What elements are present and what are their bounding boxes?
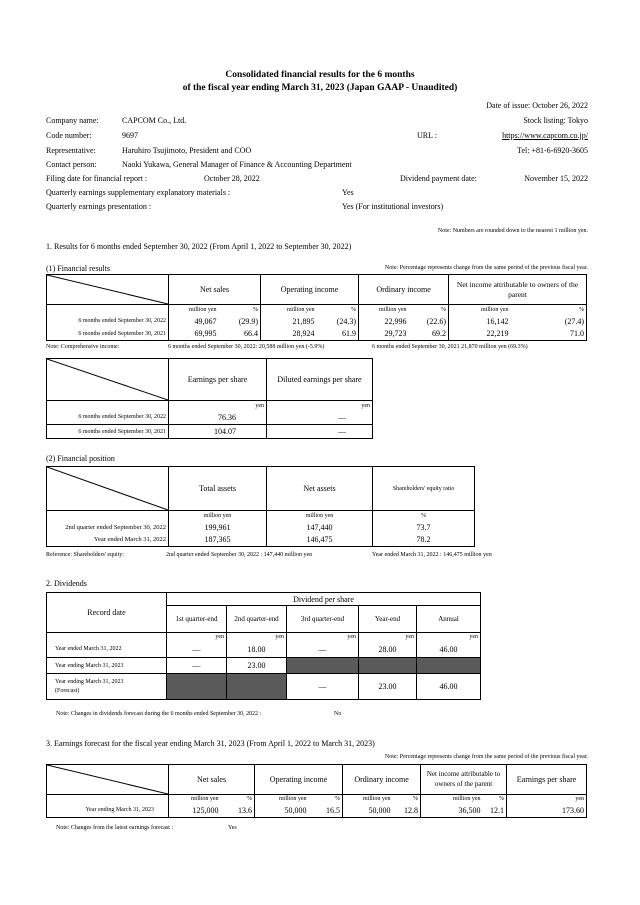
- rounding-note: Note: Numbers are rounded down to the nearest 1 million yen.: [437, 228, 588, 234]
- cell-value: 49,067: [169, 315, 219, 328]
- dividend-per-share-header: Dividend per share: [167, 593, 481, 606]
- cell-value: 125,000: [169, 804, 221, 818]
- contact-value: Naoki Yukawa, General Manager of Finance & Accounting Department: [122, 160, 352, 169]
- cell-value: 69.2: [409, 328, 449, 341]
- forecast-table: [46, 764, 587, 818]
- unit-yen: yen: [227, 633, 287, 642]
- cell-value: 46.00: [417, 642, 481, 658]
- unit-million: million yen: [261, 305, 317, 315]
- representative-label: Representative:: [46, 146, 96, 155]
- cell-value: 22,996: [359, 315, 409, 328]
- cell-value: 69,995: [169, 328, 219, 341]
- col-diluted-eps: Diluted earnings per share: [267, 359, 373, 401]
- diagonal-header-cell: [47, 275, 169, 305]
- unit-pct: %: [393, 795, 421, 804]
- representative-value: Haruhiro Tsujimoto, President and COO: [122, 146, 252, 155]
- cell-value: 73.7: [373, 521, 475, 534]
- cell-value: 71.0: [511, 328, 587, 341]
- unit-million: million yen: [169, 511, 267, 521]
- financial-results-heading: (1) Financial results: [46, 264, 110, 273]
- row-label: 6 months ended September 30, 2022: [47, 411, 169, 425]
- presentation-value: Yes (For institutional investors): [342, 202, 444, 211]
- shaded-cell: [227, 674, 287, 700]
- unit-pct: %: [373, 511, 475, 521]
- supplementary-label: Quarterly earnings supplementary explanatory materials :: [46, 188, 231, 197]
- stock-listing: Stock listing: Tokyo: [523, 116, 588, 125]
- unit-million: million yen: [169, 305, 219, 315]
- table-row: [47, 804, 587, 818]
- dividends-table: [46, 592, 481, 700]
- unit-yen: yen: [417, 633, 481, 642]
- financial-position-table: [46, 466, 475, 547]
- unit-million: million yen: [169, 795, 221, 804]
- col-operating-income: Operating income: [261, 275, 359, 305]
- cell-value: (22.6): [409, 315, 449, 328]
- col-net-sales: Net sales: [169, 275, 261, 305]
- unit-yen: yen: [267, 401, 373, 411]
- equity-reference-label: Reference: Shareholders' equity:: [46, 552, 125, 558]
- shaded-cell: [287, 658, 359, 674]
- col-eps: Earnings per share: [507, 765, 587, 795]
- contact-label: Contact person:: [46, 160, 97, 169]
- cell-value: 104.07: [169, 425, 267, 439]
- col-eps: Earnings per share: [169, 359, 267, 401]
- row-label: 6 months ended September 30, 2022: [47, 315, 169, 328]
- diagonal-header-cell: [47, 765, 169, 795]
- cell-value: 36,500: [421, 804, 483, 818]
- diagonal-header-cell: [47, 467, 169, 511]
- col-q2: 2nd quarter-end: [227, 606, 287, 633]
- unit-million: million yen: [421, 795, 483, 804]
- dividend-date-label: Dividend payment date:: [400, 174, 477, 183]
- comprehensive-2022: 6 months ended September 30, 2022: 20,588 million yen (-5.9%): [168, 344, 325, 350]
- row-label-line2: (Forecast): [55, 687, 80, 694]
- table-row: [47, 658, 481, 674]
- comprehensive-2021: 6 months ended September 30, 2021 21,870 million yen (69.3%): [372, 344, 528, 350]
- unit-yen: yen: [169, 401, 267, 411]
- dividend-date-value: November 15, 2022: [524, 174, 588, 183]
- cell-value: —: [167, 642, 227, 658]
- row-label-line1: Year ending March 31, 2023: [55, 679, 124, 686]
- unit-million: million yen: [267, 511, 373, 521]
- cell-value: 12.1: [483, 804, 507, 818]
- cell-value: 28,924: [261, 328, 317, 341]
- eps-table: [46, 358, 373, 439]
- unit-yen: yen: [359, 633, 417, 642]
- forecast-heading: 3. Earnings forecast for the fiscal year ending March 31, 2023 (From April 1, 2022 to March 31, 2023): [46, 739, 375, 748]
- col-total-assets: Total assets: [169, 467, 267, 511]
- date-of-issue: Date of issue: October 26, 2022: [486, 101, 588, 110]
- unit-pct: %: [483, 795, 507, 804]
- row-label: [47, 674, 167, 700]
- presentation-label: Quarterly earnings presentation :: [46, 202, 152, 211]
- table-row: [47, 425, 373, 439]
- col-annual: Annual: [417, 606, 481, 633]
- code-value: 9697: [122, 131, 138, 140]
- unit-pct: %: [221, 795, 255, 804]
- unit-million: million yen: [359, 305, 409, 315]
- col-net-assets: Net assets: [267, 467, 373, 511]
- percentage-note-3: Note: Percentage represents change from the same period of the previous fiscal year.: [384, 754, 588, 760]
- unit-pct: %: [317, 305, 359, 315]
- company-label: Company name:: [46, 116, 99, 125]
- col-q1: 1st quarter-end: [167, 606, 227, 633]
- col-net-income: Net income attributable to owners of the parent: [449, 275, 587, 305]
- unit-pct: %: [219, 305, 261, 315]
- record-date-header: Record date: [47, 593, 167, 633]
- row-label: 6 months ended September 30, 2021: [47, 425, 169, 439]
- cell-value: 29,723: [359, 328, 409, 341]
- cell-value: (27.4): [511, 315, 587, 328]
- col-ordinary-income: Ordinary income: [343, 765, 421, 795]
- cell-value: 23.00: [359, 674, 417, 700]
- unit-pct: %: [409, 305, 449, 315]
- cell-value: 76.36: [169, 411, 267, 425]
- cell-value: 16,142: [449, 315, 511, 328]
- cell-value: 50,000: [255, 804, 309, 818]
- table-row: [47, 534, 475, 547]
- row-label: Year ended March 31, 2022: [47, 642, 167, 658]
- cell-value: —: [167, 658, 227, 674]
- cell-value: —: [287, 642, 359, 658]
- row-label: Year ended March 31, 2022: [47, 534, 169, 547]
- cell-value: —: [267, 411, 373, 425]
- shaded-cell: [167, 674, 227, 700]
- cell-value: 16.5: [309, 804, 343, 818]
- cell-value: 50,000: [343, 804, 393, 818]
- cell-value: 78.2: [373, 534, 475, 547]
- unit-yen: yen: [167, 633, 227, 642]
- col-ordinary-income: Ordinary income: [359, 275, 449, 305]
- row-label: Year ending March 31, 2023: [47, 658, 167, 674]
- filing-date-value: October 28, 2022: [204, 174, 260, 183]
- table-row: [47, 328, 587, 341]
- shaded-cell: [417, 658, 481, 674]
- cell-value: —: [287, 674, 359, 700]
- doc-title-line2: of the fiscal year ending March 31, 2023 (Japan GAAP - Unaudited): [182, 83, 458, 93]
- col-net-income: Net income attributable to owners of the parent: [421, 765, 507, 795]
- unit-pct: %: [309, 795, 343, 804]
- cell-value: 12.8: [393, 804, 421, 818]
- company-value: CAPCOM Co., Ltd.: [122, 116, 187, 125]
- section1-title: 1. Results for 6 months ended September 30, 2022 (From April 1, 2022 to September 30, 2022): [46, 242, 352, 251]
- unit-yen: yen: [507, 795, 587, 804]
- url-label: URL :: [417, 131, 437, 140]
- cell-value: (29.9): [219, 315, 261, 328]
- cell-value: 187,365: [169, 534, 267, 547]
- cell-value: 13.6: [221, 804, 255, 818]
- cell-value: 66.4: [219, 328, 261, 341]
- cell-value: 146,475: [267, 534, 373, 547]
- col-equity-ratio: Shareholders' equity ratio: [373, 467, 475, 511]
- url-link[interactable]: https://www.capcom.co.jp/: [502, 131, 588, 140]
- forecast-note-label: Note: Changes from the latest earnings forecast :: [56, 825, 174, 831]
- supplementary-value: Yes: [342, 188, 354, 197]
- table-row: [47, 521, 475, 534]
- table-row: [47, 411, 373, 425]
- cell-value: 199,961: [169, 521, 267, 534]
- row-label: 2nd quarter ended September 30, 2022: [47, 521, 169, 534]
- cell-value: —: [267, 425, 373, 439]
- dividends-note-label: Note: Changes in dividends forecast during the 6 months ended September 30, 2022 :: [56, 711, 262, 717]
- shaded-cell: [359, 658, 417, 674]
- row-label: 6 months ended September 30, 2021: [47, 328, 169, 341]
- diagonal-header-cell: [47, 359, 169, 401]
- cell-value: 147,440: [267, 521, 373, 534]
- financial-position-heading: (2) Financial position: [46, 454, 115, 463]
- forecast-note-value: Yes: [228, 825, 237, 831]
- equity-reference-2022: 2nd quarter ended September 30, 2022 : 147,440 million yen: [166, 552, 313, 558]
- unit-pct: %: [511, 305, 587, 315]
- cell-value: 18.00: [227, 642, 287, 658]
- dividends-note-value: No: [334, 711, 342, 717]
- percentage-note-1: Note: Percentage represents change from the same period of the previous fiscal year.: [384, 265, 588, 271]
- cell-value: 173.60: [507, 804, 587, 818]
- doc-title-line1: Consolidated financial results for the 6 months: [225, 70, 415, 80]
- cell-value: 21,895: [261, 315, 317, 328]
- comprehensive-label: Note: Comprehensive income:: [46, 344, 120, 350]
- unit-million: million yen: [343, 795, 393, 804]
- cell-value: 28.00: [359, 642, 417, 658]
- cell-value: 22,219: [449, 328, 511, 341]
- telephone: Tel: +81-6-6920-3605: [517, 146, 588, 155]
- table-row: [47, 315, 587, 328]
- unit-million: million yen: [449, 305, 511, 315]
- filing-date-label: Filing date for financial report :: [46, 174, 148, 183]
- col-operating-income: Operating income: [255, 765, 343, 795]
- financial-results-table: [46, 274, 587, 341]
- table-row: [47, 642, 481, 658]
- cell-value: 46.00: [417, 674, 481, 700]
- col-q3: 3rd quarter-end: [287, 606, 359, 633]
- code-label: Code number:: [46, 131, 92, 140]
- cell-value: 23.00: [227, 658, 287, 674]
- dividends-heading: 2. Dividends: [46, 579, 87, 588]
- cell-value: 61.9: [317, 328, 359, 341]
- unit-million: million yen: [255, 795, 309, 804]
- table-row: [47, 674, 481, 700]
- cell-value: (24.3): [317, 315, 359, 328]
- unit-yen: yen: [287, 633, 359, 642]
- row-label: Year ending March 31, 2023: [47, 804, 169, 818]
- col-net-sales: Net sales: [169, 765, 255, 795]
- equity-reference-2021: Year ended March 31, 2022 : 146,475 million yen: [372, 552, 492, 558]
- col-year-end: Year-end: [359, 606, 417, 633]
